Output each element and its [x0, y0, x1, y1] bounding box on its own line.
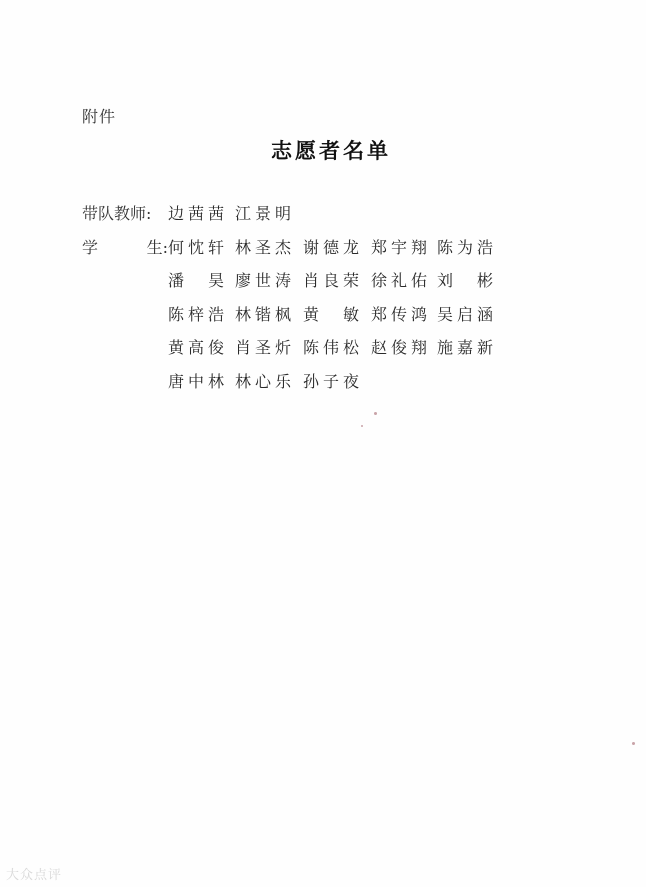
student-name [437, 269, 493, 293]
student-name [168, 236, 224, 260]
student-name [168, 303, 224, 327]
name-char: 茜 [187, 204, 204, 223]
name-char: 高 [187, 338, 204, 357]
name-char: 佑 [410, 271, 427, 290]
name-char: 明 [274, 204, 291, 223]
name-char: 彬 [476, 271, 493, 290]
student-name [303, 336, 359, 360]
name-char: 宇 [390, 238, 407, 257]
name-char: 林 [235, 372, 252, 391]
name-char: 昊 [207, 271, 224, 290]
name-char: 唐 [168, 372, 185, 391]
name-char: 世 [254, 271, 271, 290]
name-char: 子 [322, 372, 339, 391]
name-char: 炘 [274, 338, 291, 357]
name-char: 嘉 [456, 338, 473, 357]
name-char: 刘 [437, 271, 454, 290]
student-name [371, 336, 427, 360]
name-char: 孙 [303, 372, 320, 391]
name-char: 夜 [342, 372, 359, 391]
name-char: 施 [437, 338, 454, 357]
name-char: 俊 [207, 338, 224, 357]
name-char: 林 [235, 305, 252, 324]
name-char: 为 [456, 238, 473, 257]
name-char: 陈 [168, 305, 185, 324]
student-name [235, 303, 291, 327]
name-char: 鸿 [410, 305, 427, 324]
name-char: 中 [187, 372, 204, 391]
student-name [168, 336, 224, 360]
name-char: 德 [322, 238, 339, 257]
name-char: 陈 [437, 238, 454, 257]
scan-speck [632, 742, 635, 745]
teacher-name [168, 202, 224, 226]
name-char: 俊 [390, 338, 407, 357]
name-char: 徐 [371, 271, 388, 290]
student-name [168, 269, 224, 293]
name-char: 景 [254, 204, 271, 223]
name-char: 翔 [410, 238, 427, 257]
name-char: 浩 [207, 305, 224, 324]
name-char: 林 [207, 372, 224, 391]
name-char: 龙 [342, 238, 359, 257]
student-name [371, 236, 427, 260]
name-char: 黄 [303, 305, 320, 324]
name-char: 圣 [254, 238, 271, 257]
student-name [235, 370, 291, 394]
name-char: 新 [476, 338, 493, 357]
name-char: 浩 [476, 238, 493, 257]
name-char: 锴 [254, 305, 271, 324]
attachment-label: 附件 [82, 107, 117, 126]
name-char: 传 [390, 305, 407, 324]
student-name [437, 303, 493, 327]
teachers-label: 带队教师: [82, 204, 152, 223]
name-char: 松 [342, 338, 359, 357]
student-name [235, 236, 291, 260]
student-name [437, 236, 493, 260]
scan-speck [374, 412, 377, 415]
student-name [437, 336, 493, 360]
name-char: 轩 [207, 238, 224, 257]
students-label-char: 学 [82, 238, 99, 257]
name-char: 荣 [342, 271, 359, 290]
name-char: 涵 [476, 305, 493, 324]
student-name [168, 370, 224, 394]
student-name [303, 303, 359, 327]
students-label-char: 生: [146, 238, 168, 257]
student-name [235, 269, 291, 293]
name-char: 杰 [274, 238, 291, 257]
student-name [303, 370, 359, 394]
name-char: 郑 [371, 305, 388, 324]
name-char: 林 [235, 238, 252, 257]
name-char: 乐 [274, 372, 291, 391]
name-char: 涛 [274, 271, 291, 290]
watermark-logo: 大众点评 [6, 868, 63, 883]
name-char: 陈 [303, 338, 320, 357]
name-char: 黄 [168, 338, 185, 357]
student-name [235, 336, 291, 360]
name-char: 敏 [342, 305, 359, 324]
name-char: 潘 [168, 271, 185, 290]
name-char: 心 [254, 372, 271, 391]
page-title: 志愿者名单 [271, 138, 391, 163]
name-char: 何 [168, 238, 185, 257]
name-char: 梓 [187, 305, 204, 324]
student-name [371, 303, 427, 327]
name-char: 枫 [274, 305, 291, 324]
student-name [303, 236, 359, 260]
students-label [82, 236, 168, 260]
name-char: 郑 [371, 238, 388, 257]
student-name [303, 269, 359, 293]
name-char: 肖 [235, 338, 252, 357]
name-char: 吴 [437, 305, 454, 324]
name-char: 良 [322, 271, 339, 290]
name-char: 肖 [303, 271, 320, 290]
name-char: 廖 [235, 271, 252, 290]
name-char: 边 [168, 204, 185, 223]
name-char: 茜 [207, 204, 224, 223]
name-char: 江 [235, 204, 252, 223]
name-char: 忱 [187, 238, 204, 257]
name-char: 启 [456, 305, 473, 324]
scan-speck [361, 425, 363, 427]
teacher-name [235, 202, 291, 226]
name-char: 圣 [254, 338, 271, 357]
name-char: 翔 [410, 338, 427, 357]
name-char: 礼 [390, 271, 407, 290]
name-char: 谢 [303, 238, 320, 257]
name-char: 赵 [371, 338, 388, 357]
name-char: 伟 [322, 338, 339, 357]
student-name [371, 269, 427, 293]
